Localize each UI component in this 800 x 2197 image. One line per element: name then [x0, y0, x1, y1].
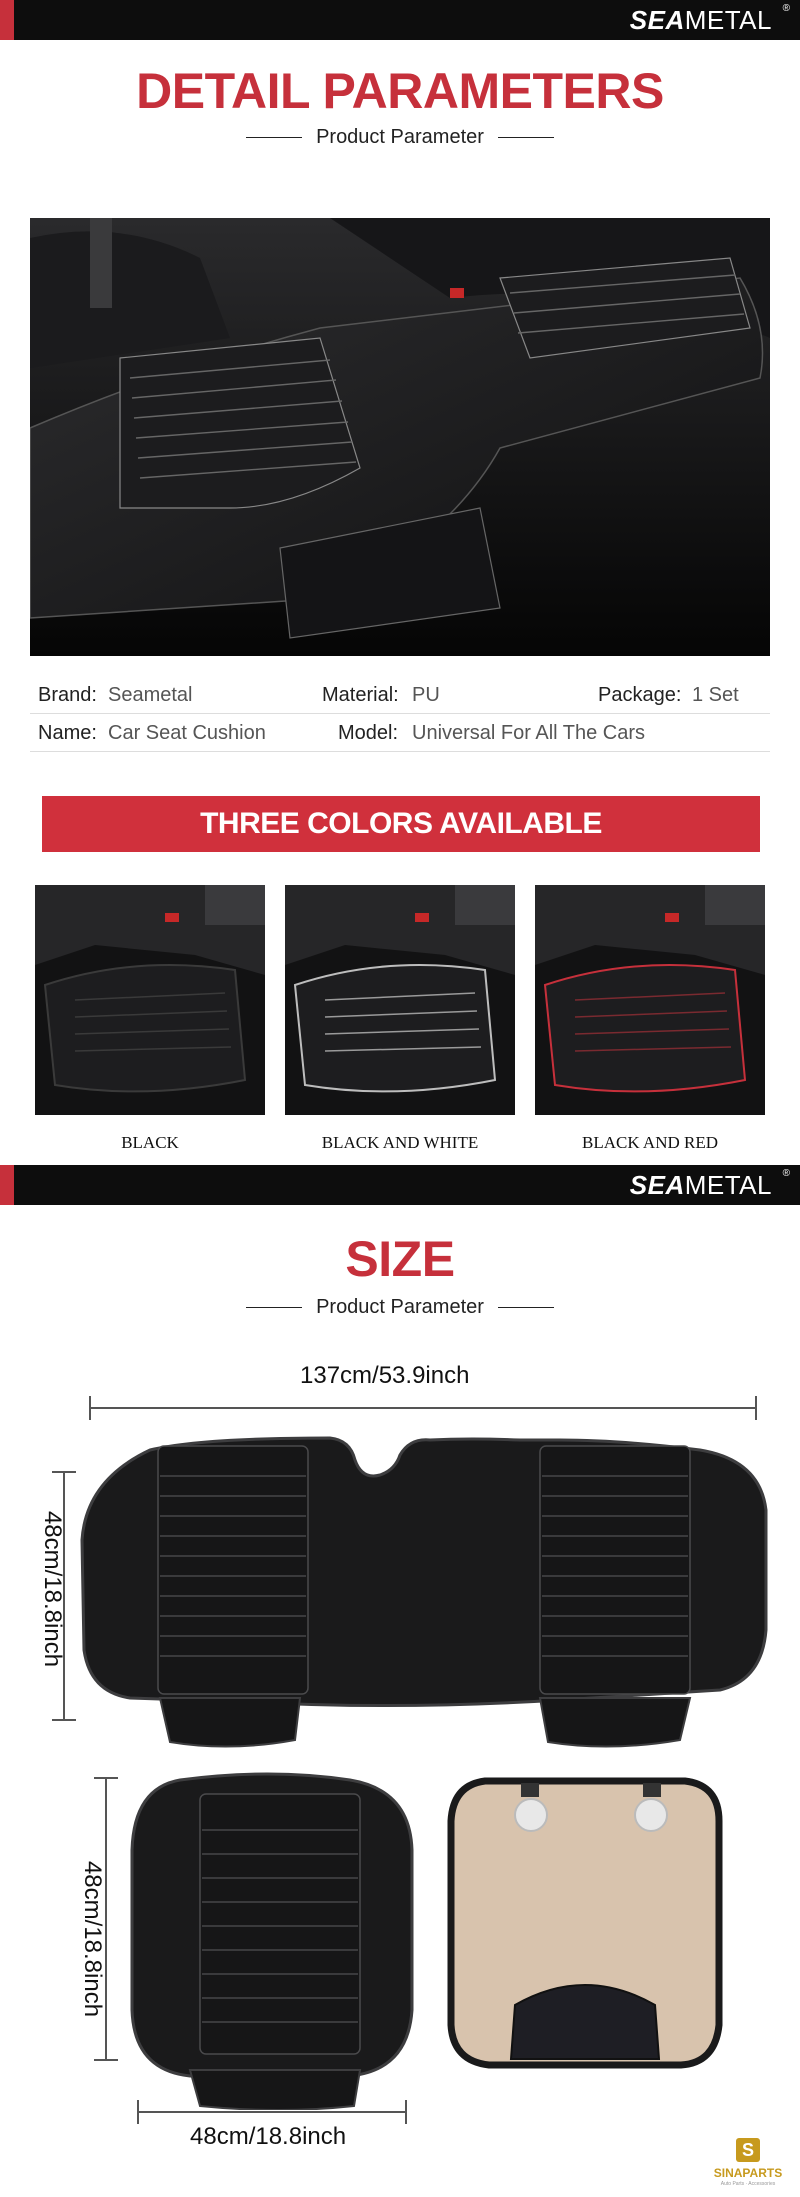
brand-logo: SEAMETAL [629, 1170, 772, 1200]
material-label: Material: [322, 684, 399, 706]
rear-seat-illustration [30, 218, 770, 656]
sinaparts-tagline: Auto Parts · Accessories [720, 2181, 776, 2187]
front-cushion-diagram [90, 1770, 430, 2110]
seat-black-red-illustration [535, 885, 765, 1115]
name-value: Car Seat Cushion [108, 722, 266, 744]
rear-cushion-diagram [0, 1380, 800, 1760]
model-value: Universal For All The Cars [412, 722, 646, 744]
brand-label: Brand: [38, 684, 97, 706]
section-title-detail: DETAIL PARAMETERS [136, 63, 664, 119]
package-label: Package: [598, 684, 682, 706]
color-card-black-white [285, 885, 515, 1115]
param-row-2 [30, 714, 770, 752]
color-card-black [35, 885, 265, 1115]
rear-height-label: 48cm/18.8inch [39, 1510, 66, 1668]
material-value: PU [412, 684, 440, 706]
colors-banner: THREE COLORS AVAILABLE [42, 796, 760, 852]
brand-logo: SEAMETAL [629, 5, 772, 35]
front-height-label: 48cm/18.8inch [79, 1860, 106, 2018]
model-label: Model: [338, 722, 399, 744]
sinaparts-name: SINAPARTS [713, 2166, 783, 2180]
color-label-black-white: BLACK AND WHITE [321, 1133, 479, 1152]
package-value: 1 Set [692, 684, 739, 706]
color-label-black: BLACK [121, 1133, 179, 1152]
rear-seat-photo [30, 218, 770, 656]
divider-line [246, 1307, 302, 1308]
color-label-black-red: BLACK AND RED [581, 1133, 718, 1152]
divider-line [498, 137, 554, 138]
name-label: Name: [38, 722, 97, 744]
sinaparts-mark: S [736, 2138, 760, 2162]
second-brand-bar [0, 1165, 800, 1205]
section-subtitle-detail: Product Parameter [0, 126, 800, 149]
seat-black-illustration [35, 885, 265, 1115]
section-subtitle-size: Product Parameter [0, 1296, 800, 1319]
rear-width-label: 137cm/53.9inch [300, 1362, 470, 1389]
brand-value: Seametal [108, 684, 193, 706]
cushion-underside-diagram [445, 1775, 725, 2070]
section-title-size: SIZE [345, 1231, 455, 1287]
top-brand-bar [0, 0, 800, 40]
registered-mark: ® [782, 3, 790, 14]
param-row-1 [30, 676, 770, 714]
registered-mark: ® [782, 1168, 790, 1179]
color-card-black-red [535, 885, 765, 1115]
sinaparts-logo [708, 2138, 788, 2193]
seat-black-white-illustration [285, 885, 515, 1115]
accent-stripe [0, 1165, 14, 1205]
front-width-label: 48cm/18.8inch [190, 2123, 347, 2150]
divider-line [246, 137, 302, 138]
divider-line [498, 1307, 554, 1308]
accent-stripe [0, 0, 14, 40]
